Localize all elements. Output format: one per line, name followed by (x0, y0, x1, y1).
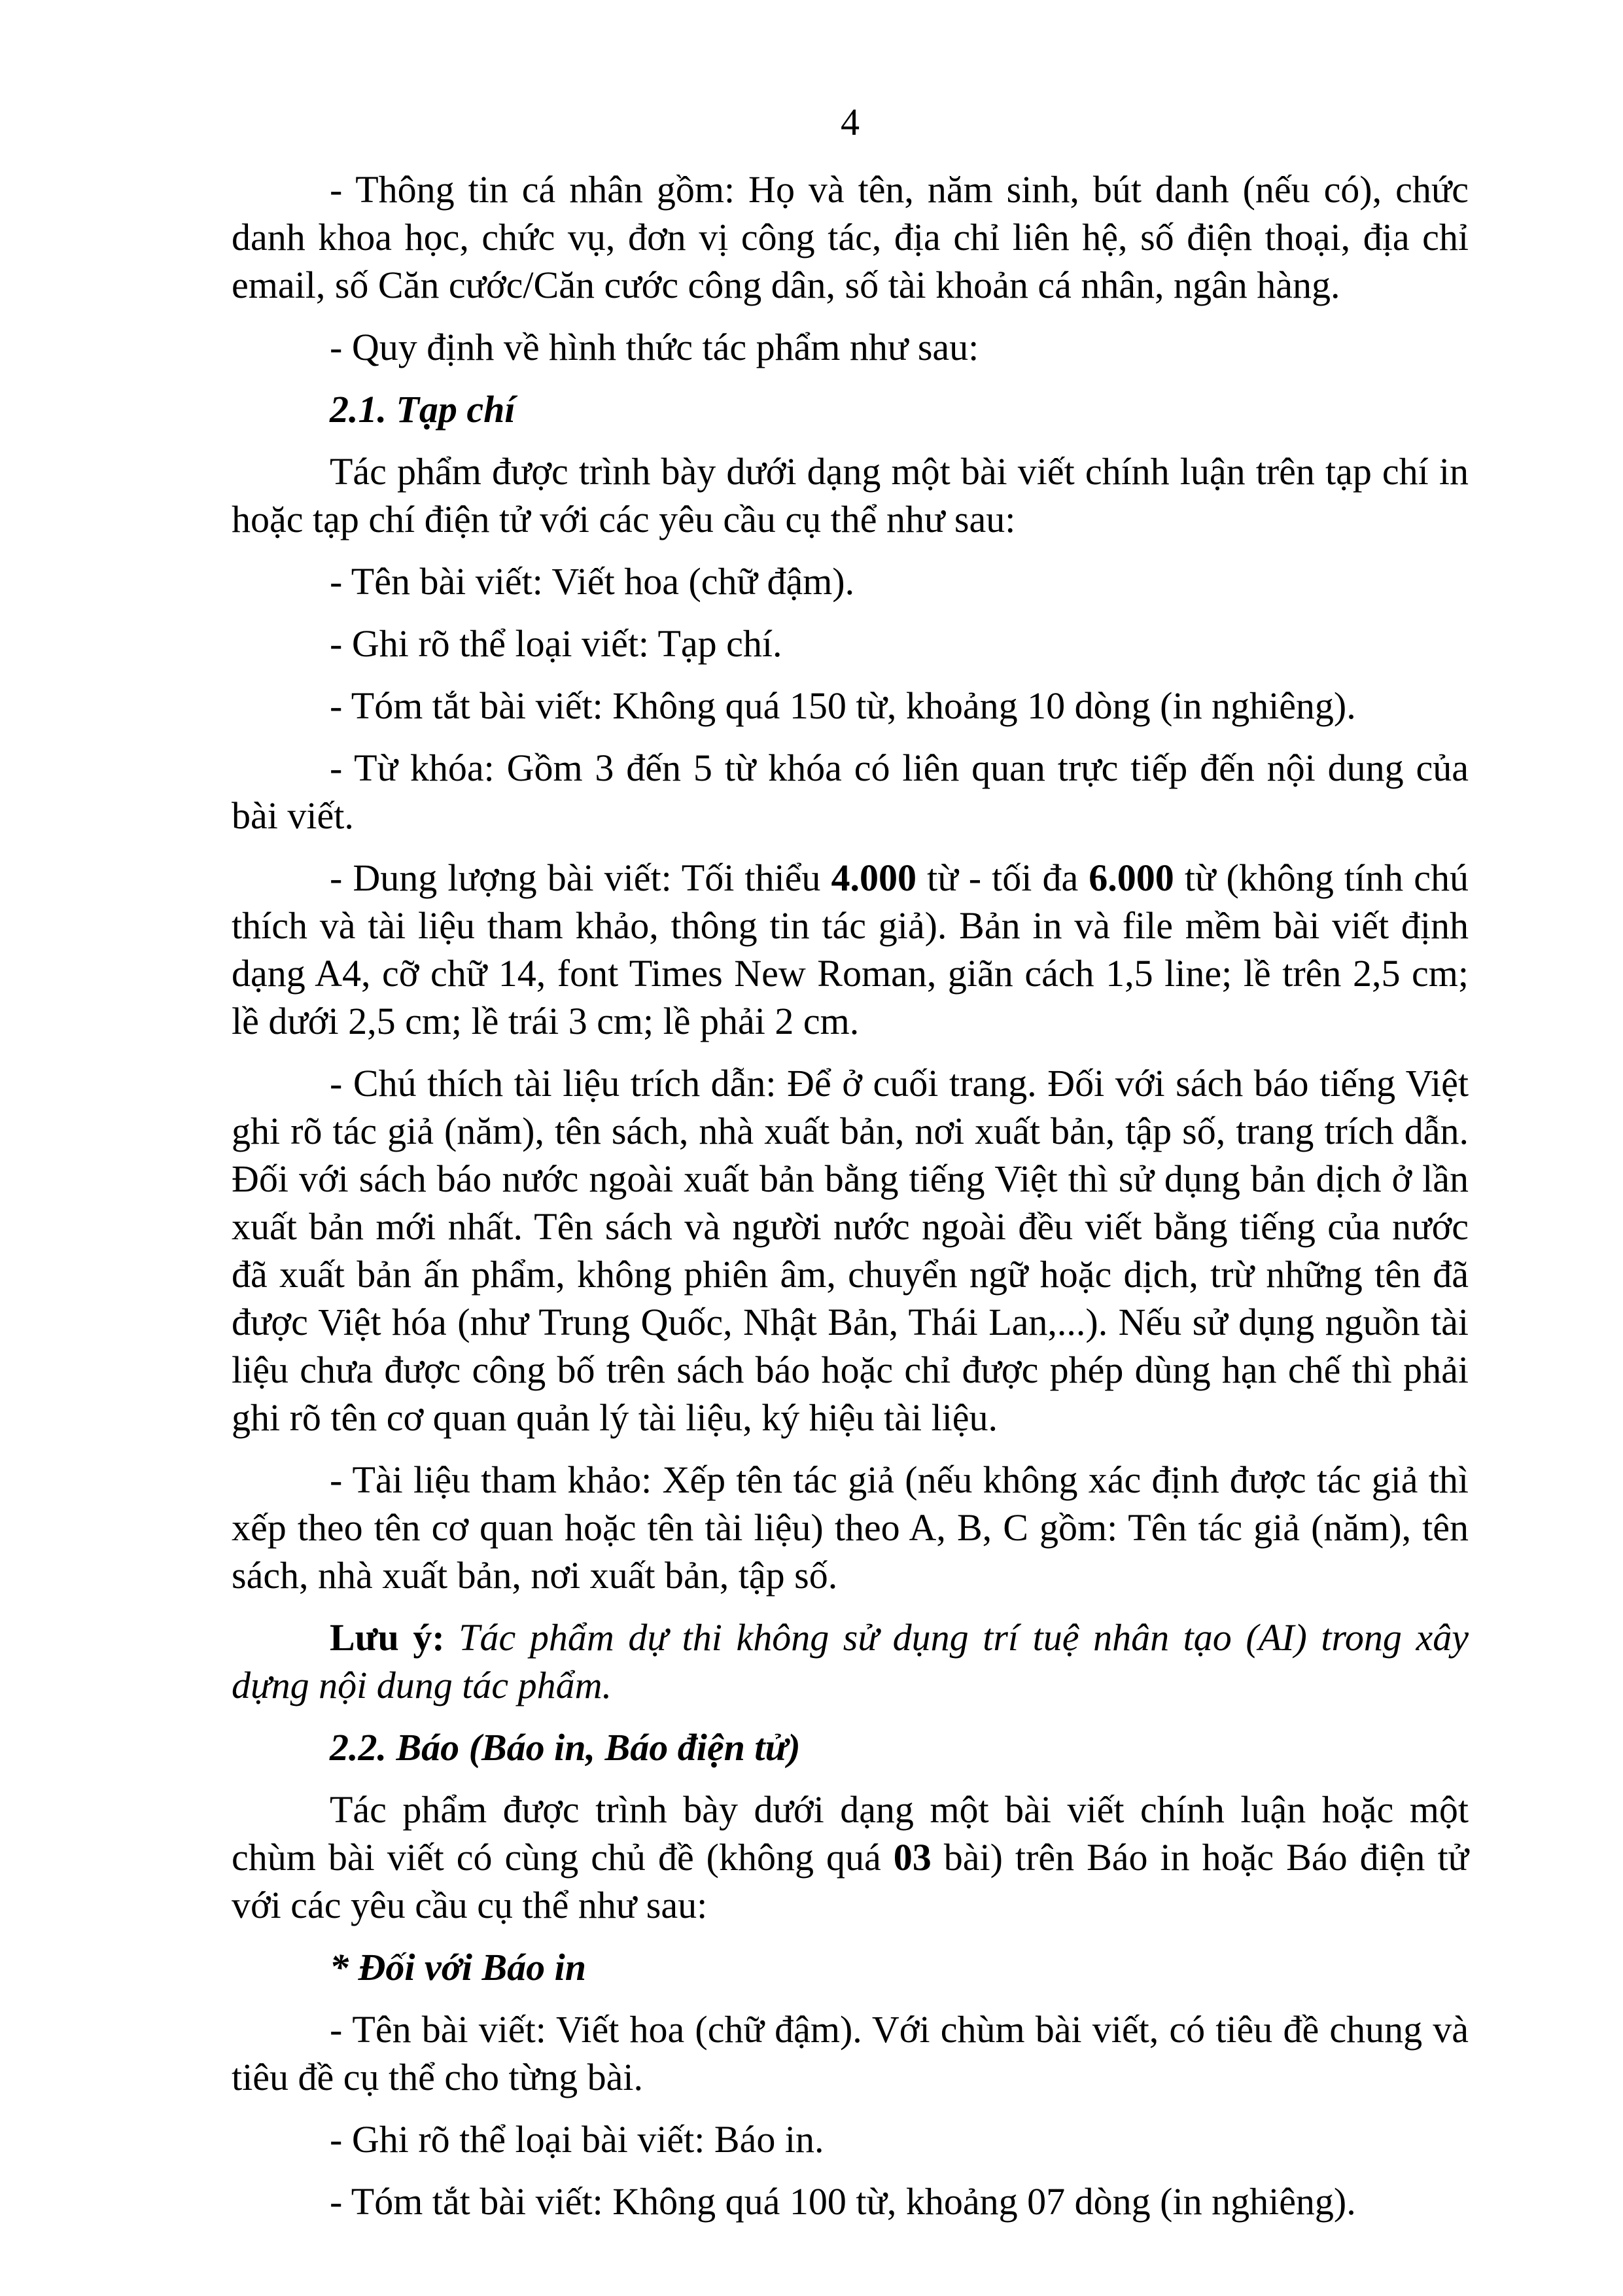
length-text-pre: - Dung lượng bài viết: Tối thiểu (330, 857, 831, 899)
heading-2-2-bao: 2.2. Báo (Báo in, Báo điện tử) (330, 1726, 801, 1769)
para-bao-intro (232, 1786, 1469, 1929)
para-note (232, 1614, 1469, 1709)
heading-doi-voi-bao-in: * Đối với Báo in (330, 1946, 587, 1988)
item-tapchi-keywords: - Từ khóa: Gồm 3 đến 5 từ khóa có liên quan trực tiếp đến nội dung của bài viết. (232, 747, 1469, 837)
item-tapchi-genre: - Ghi rõ thể loại viết: Tạp chí. (330, 622, 782, 665)
note-body: Tác phẩm dự thi không sử dụng trí tuệ nhân tạo (AI) trong xây dựng nội dung tác phẩm. (232, 1616, 1469, 1706)
item-bao-in-genre: - Ghi rõ thể loại bài viết: Báo in. (330, 2118, 824, 2161)
item-bao-in-title: - Tên bài viết: Viết hoa (chữ đậm). Với chùm bài viết, có tiêu đề chung và tiêu đề cụ thể cho từng bài. (232, 2008, 1469, 2098)
item-tapchi-length (232, 854, 1469, 1045)
item-tapchi-summary: - Tóm tắt bài viết: Không quá 150 từ, khoảng 10 dòng (in nghiêng). (330, 684, 1356, 727)
item-bao-in-summary: - Tóm tắt bài viết: Không quá 100 từ, khoảng 07 dòng (in nghiêng). (330, 2180, 1356, 2223)
length-text-mid: từ - tối đa (916, 857, 1089, 899)
para-tapchi-intro: Tác phẩm được trình bày dưới dạng một bài viết chính luận trên tạp chí in hoặc tạp chí điện tử với các yêu cầu cụ thể như sau: (232, 450, 1469, 540)
bao-intro-post: bài) trên Báo in hoặc Báo điện tử với các yêu cầu cụ thể như sau: (232, 1836, 1469, 1926)
item-tapchi-title: - Tên bài viết: Viết hoa (chữ đậm). (330, 560, 855, 603)
page-number: 4 (841, 101, 860, 143)
item-tapchi-citation: - Chú thích tài liệu trích dẫn: Để ở cuối trang. Đối với sách báo tiếng Việt ghi rõ tác giả (năm), tên sách, nhà xuất bản, nơi xuất bản, tập số, trang trích dẫn. Đối với sách báo nước ngoài xuất bản bằng tiếng Việt thì sử dụng bản dịch ở lần xuất bản mới nhất. Tên sách và người nước ngoài đều viết bằng tiếng của nước đã xuất bản ấn phẩm, không phiên âm, chuyển ngữ hoặc dịch, trừ những tên đã được Việt hóa (như Trung Quốc, Nhật Bản, Thái Lan,...). Nếu sử dụng nguồn tài liệu chưa được công bố trên sách báo hoặc chỉ được phép dùng hạn chế thì phải ghi rõ tên cơ quan quản lý tài liệu, ký hiệu tài liệu. (232, 1062, 1469, 1439)
item-tapchi-references: - Tài liệu tham khảo: Xếp tên tác giả (nếu không xác định được tác giả thì xếp theo tên cơ quan hoặc tên tài liệu) theo A, B, C gồm: Tên tác giả (năm), tên sách, nhà xuất bản, nơi xuất bản, tập số. (232, 1458, 1469, 1597)
para-format-rule: - Quy định về hình thức tác phẩm như sau: (330, 326, 979, 368)
note-label: Lưu ý: (330, 1616, 459, 1659)
para-personal-info: - Thông tin cá nhân gồm: Họ và tên, năm sinh, bút danh (nếu có), chức danh khoa học, chức vụ, đơn vị công tác, địa chỉ liên hệ, số điện thoại, địa chỉ email, số Căn cước/Căn cước công dân, số tài khoản cá nhân, ngân hàng. (232, 168, 1469, 306)
bao-intro-pre: Tác phẩm được trình bày dưới dạng một bài viết chính luận hoặc một chùm bài viết có cùng chủ đề (không quá (232, 1788, 1469, 1879)
heading-2-1-tap-chi: 2.1. Tạp chí (330, 388, 515, 431)
length-text-post: từ (không tính chú thích và tài liệu tham khảo, thông tin tác giả). Bản in và file mềm bài viết định dạng A4, cỡ chữ 14, font Times New Roman, giãn cách 1,5 line; lề trên 2,5 cm; lề dưới 2,5 cm; lề trái 3 cm; lề phải 2 cm. (232, 857, 1469, 1042)
max-words-bold: 6.000 (1089, 857, 1174, 899)
min-words-bold: 4.000 (831, 857, 916, 899)
max-articles-bold: 03 (893, 1836, 932, 1879)
